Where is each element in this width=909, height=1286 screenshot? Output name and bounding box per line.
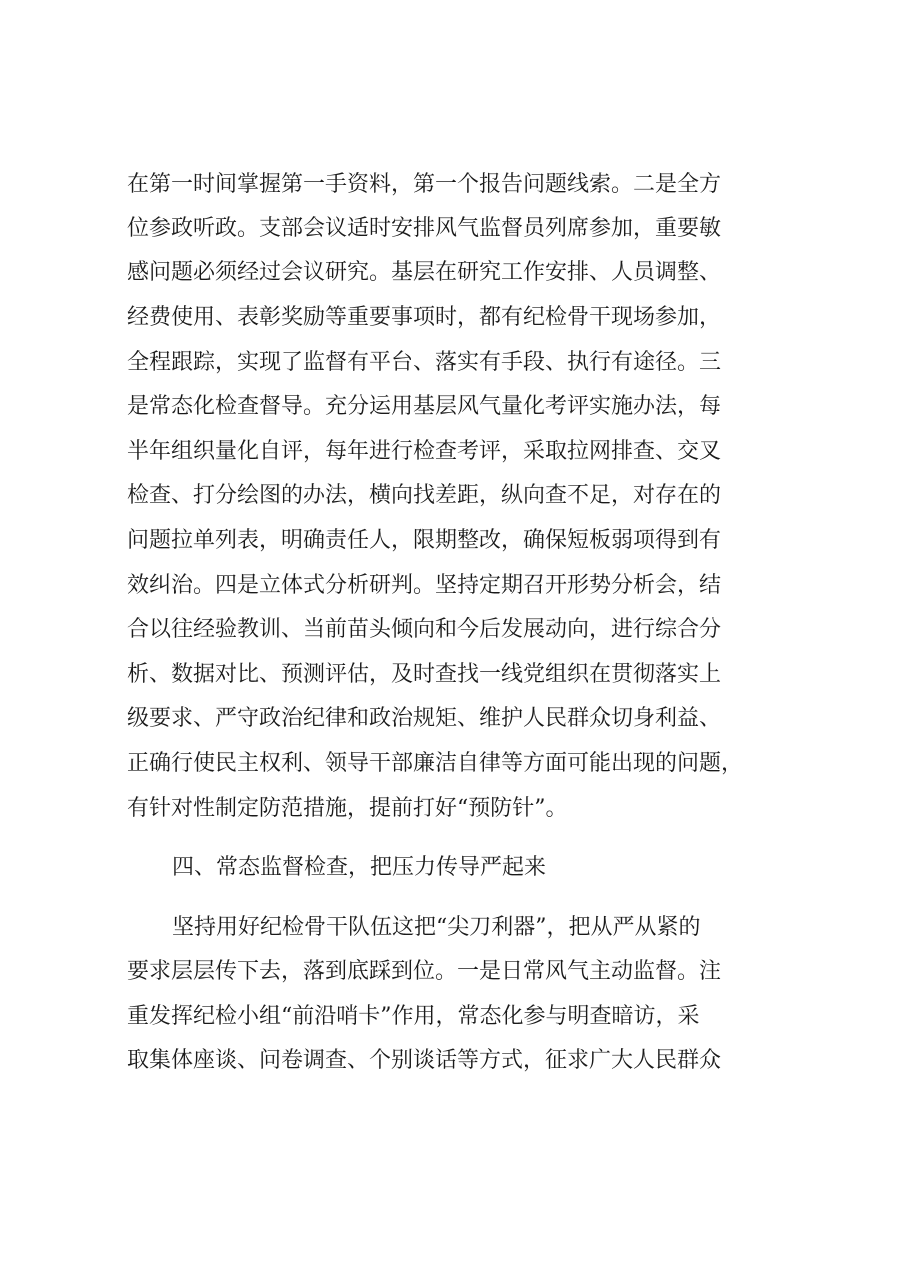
section-heading: 四、常态监督检查，把压力传导严起来 [172,855,547,880]
paragraph-1-line-1: 在第一时间掌握第一手资料，第一个报告问题线索。二是全方 [127,172,722,197]
paragraph-1-line-10: 效纠治。四是立体式分析研判。坚持定期召开形势分析会，结 [127,573,722,598]
paragraph-1-line-5: 全程跟踪，实现了监督有平台、落实有手段、执行有途径。三 [127,350,722,375]
paragraph-2-line-3: 重发挥纪检小组“前沿哨卡”作用，常态化参与明查暗访，采 [127,1004,700,1029]
paragraph-1-line-11: 合以往经验教训、当前苗头倾向和今后发展动向，进行综合分 [127,617,722,642]
paragraph-1-line-2: 位参政听政。支部会议适时安排风气监督员列席参加，重要敏 [127,216,722,241]
paragraph-1-line-13: 级要求、严守政治纪律和政治规矩、维护人民群众切身利益、 [127,706,722,731]
paragraph-1-line-3: 感问题必须经过会议研究。基层在研究工作安排、人员调整、 [127,260,722,285]
paragraph-1-line-12: 析、数据对比、预测评估，及时查找一线党组织在贯彻落实上 [127,662,722,687]
paragraph-1-line-6: 是常态化检查督导。充分运用基层风气量化考评实施办法，每 [127,394,722,419]
paragraph-1-line-14: 正确行使民主权利、领导干部廉洁自律等方面可能出现的问题， [127,751,744,776]
paragraph-2-line-1: 坚持用好纪检骨干队伍这把“尖刀利器”，把从严从紧的 [172,915,701,940]
paragraph-1-line-9: 问题拉单列表，明确责任人，限期整改，确保短板弱项得到有 [127,528,722,553]
paragraph-1-line-7: 半年组织量化自评，每年进行检查考评，采取拉网排查、交叉 [127,439,722,464]
paragraph-1-line-8: 检查、打分绘图的办法，横向找差距，纵向查不足，对存在的 [127,483,722,508]
paragraph-2-line-4: 取集体座谈、问卷调查、个别谈话等方式，征求广大人民群众 [127,1048,722,1073]
paragraph-1-line-4: 经费使用、表彰奖励等重要事项时，都有纪检骨干现场参加， [127,305,722,330]
paragraph-1-line-15: 有针对性制定防范措施，提前打好“预防针”。 [127,796,568,821]
paragraph-2-line-2: 要求层层传下去，落到底踩到位。一是日常风气主动监督。注 [127,959,722,984]
